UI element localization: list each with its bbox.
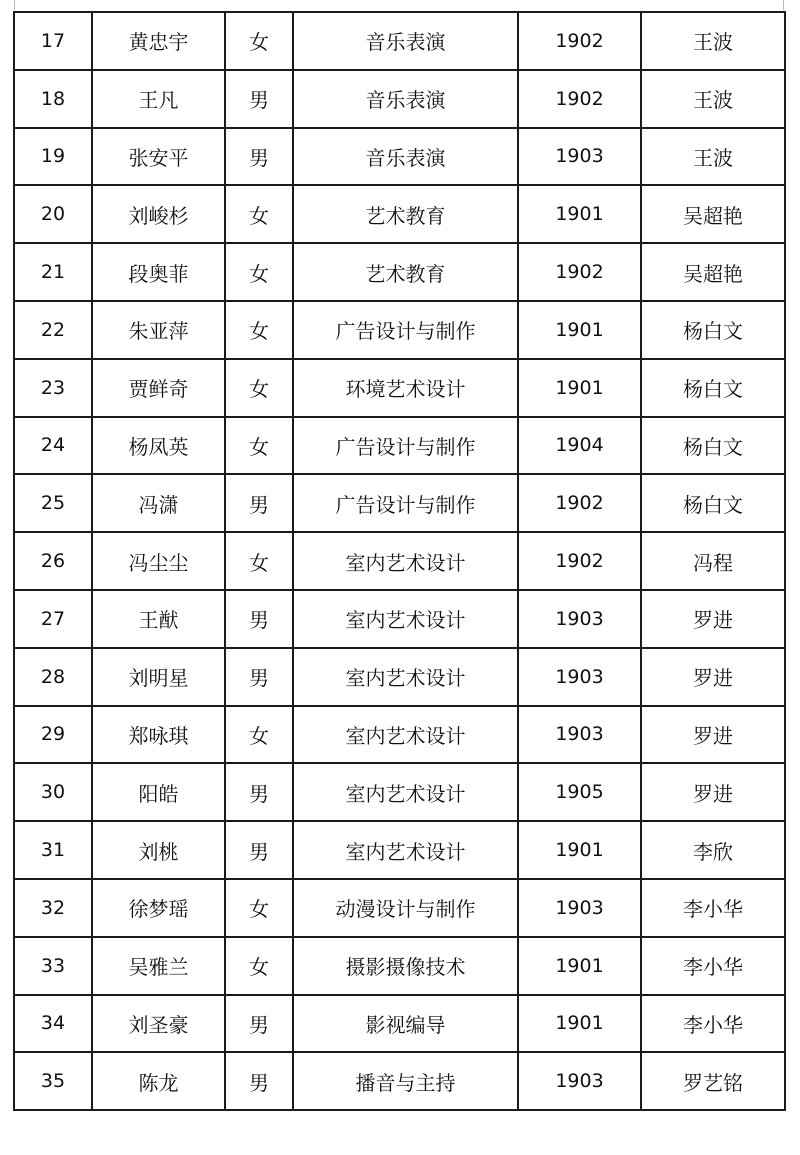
class-cell: 1903 <box>518 706 641 764</box>
table-row <box>14 128 785 186</box>
student-name-cell: 杨凤英 <box>92 417 225 475</box>
student-name-cell: 刘峻杉 <box>92 185 225 243</box>
class-cell: 1903 <box>518 590 641 648</box>
major-cell: 音乐表演 <box>293 128 518 186</box>
row-number-cell: 28 <box>14 648 92 706</box>
teacher-cell: 杨白文 <box>641 474 785 532</box>
teacher-cell: 罗进 <box>641 648 785 706</box>
table-row <box>14 301 785 359</box>
student-name-cell: 朱亚萍 <box>92 301 225 359</box>
page-edge-mark-right <box>783 0 784 10</box>
teacher-cell: 李欣 <box>641 821 785 879</box>
teacher-cell: 罗进 <box>641 763 785 821</box>
student-name-cell: 徐梦瑶 <box>92 879 225 937</box>
table-row <box>14 995 785 1053</box>
gender-cell: 男 <box>225 590 293 648</box>
student-name-cell: 段奥菲 <box>92 243 225 301</box>
gender-cell: 男 <box>225 763 293 821</box>
row-number-cell: 20 <box>14 185 92 243</box>
table-row <box>14 474 785 532</box>
row-number-cell: 34 <box>14 995 92 1053</box>
row-number-cell: 32 <box>14 879 92 937</box>
major-cell: 艺术教育 <box>293 185 518 243</box>
row-number-cell: 18 <box>14 70 92 128</box>
class-cell: 1903 <box>518 128 641 186</box>
gender-cell: 女 <box>225 301 293 359</box>
roster-table-body <box>14 12 785 1110</box>
class-cell: 1901 <box>518 995 641 1053</box>
gender-cell: 男 <box>225 70 293 128</box>
major-cell: 播音与主持 <box>293 1052 518 1110</box>
row-number-cell: 21 <box>14 243 92 301</box>
table-row <box>14 243 785 301</box>
major-cell: 广告设计与制作 <box>293 474 518 532</box>
major-cell: 环境艺术设计 <box>293 359 518 417</box>
student-name-cell: 贾鲜奇 <box>92 359 225 417</box>
class-cell: 1901 <box>518 821 641 879</box>
teacher-cell: 王波 <box>641 70 785 128</box>
row-number-cell: 26 <box>14 532 92 590</box>
student-name-cell: 吴雅兰 <box>92 937 225 995</box>
student-name-cell: 陈龙 <box>92 1052 225 1110</box>
table-row <box>14 763 785 821</box>
gender-cell: 女 <box>225 12 293 70</box>
class-cell: 1902 <box>518 70 641 128</box>
row-number-cell: 19 <box>14 128 92 186</box>
class-cell: 1902 <box>518 532 641 590</box>
major-cell: 室内艺术设计 <box>293 532 518 590</box>
table-row <box>14 12 785 70</box>
gender-cell: 女 <box>225 706 293 764</box>
student-name-cell: 刘桃 <box>92 821 225 879</box>
gender-cell: 女 <box>225 359 293 417</box>
table-row <box>14 590 785 648</box>
major-cell: 音乐表演 <box>293 70 518 128</box>
student-name-cell: 刘圣豪 <box>92 995 225 1053</box>
table-row <box>14 532 785 590</box>
row-number-cell: 17 <box>14 12 92 70</box>
table-row <box>14 417 785 475</box>
table-row <box>14 648 785 706</box>
teacher-cell: 杨白文 <box>641 359 785 417</box>
student-name-cell: 王凡 <box>92 70 225 128</box>
gender-cell: 男 <box>225 821 293 879</box>
major-cell: 室内艺术设计 <box>293 590 518 648</box>
teacher-cell: 杨白文 <box>641 417 785 475</box>
row-number-cell: 35 <box>14 1052 92 1110</box>
teacher-cell: 李小华 <box>641 995 785 1053</box>
row-number-cell: 22 <box>14 301 92 359</box>
major-cell: 动漫设计与制作 <box>293 879 518 937</box>
class-cell: 1901 <box>518 937 641 995</box>
table-row <box>14 359 785 417</box>
major-cell: 室内艺术设计 <box>293 821 518 879</box>
table-row <box>14 937 785 995</box>
gender-cell: 女 <box>225 937 293 995</box>
class-cell: 1902 <box>518 474 641 532</box>
gender-cell: 男 <box>225 474 293 532</box>
class-cell: 1903 <box>518 1052 641 1110</box>
row-number-cell: 31 <box>14 821 92 879</box>
major-cell: 室内艺术设计 <box>293 706 518 764</box>
major-cell: 室内艺术设计 <box>293 648 518 706</box>
teacher-cell: 杨白文 <box>641 301 785 359</box>
class-cell: 1902 <box>518 243 641 301</box>
class-cell: 1901 <box>518 185 641 243</box>
table-row <box>14 706 785 764</box>
teacher-cell: 罗进 <box>641 706 785 764</box>
gender-cell: 女 <box>225 532 293 590</box>
row-number-cell: 33 <box>14 937 92 995</box>
table-row <box>14 70 785 128</box>
class-cell: 1902 <box>518 12 641 70</box>
class-cell: 1903 <box>518 648 641 706</box>
teacher-cell: 罗艺铭 <box>641 1052 785 1110</box>
teacher-cell: 吴超艳 <box>641 185 785 243</box>
row-number-cell: 30 <box>14 763 92 821</box>
gender-cell: 女 <box>225 185 293 243</box>
student-name-cell: 张安平 <box>92 128 225 186</box>
student-name-cell: 冯尘尘 <box>92 532 225 590</box>
student-name-cell: 黄忠宇 <box>92 12 225 70</box>
table-row <box>14 879 785 937</box>
teacher-cell: 王波 <box>641 128 785 186</box>
class-cell: 1901 <box>518 359 641 417</box>
student-name-cell: 刘明星 <box>92 648 225 706</box>
major-cell: 广告设计与制作 <box>293 301 518 359</box>
gender-cell: 男 <box>225 995 293 1053</box>
class-cell: 1903 <box>518 879 641 937</box>
teacher-cell: 吴超艳 <box>641 243 785 301</box>
page-edge-mark-left <box>14 0 15 10</box>
student-name-cell: 冯潇 <box>92 474 225 532</box>
major-cell: 摄影摄像技术 <box>293 937 518 995</box>
gender-cell: 女 <box>225 879 293 937</box>
student-name-cell: 王猷 <box>92 590 225 648</box>
teacher-cell: 李小华 <box>641 937 785 995</box>
class-cell: 1905 <box>518 763 641 821</box>
student-name-cell: 阳皓 <box>92 763 225 821</box>
major-cell: 音乐表演 <box>293 12 518 70</box>
row-number-cell: 25 <box>14 474 92 532</box>
row-number-cell: 29 <box>14 706 92 764</box>
table-row <box>14 1052 785 1110</box>
row-number-cell: 27 <box>14 590 92 648</box>
gender-cell: 女 <box>225 417 293 475</box>
major-cell: 广告设计与制作 <box>293 417 518 475</box>
table-row <box>14 185 785 243</box>
major-cell: 室内艺术设计 <box>293 763 518 821</box>
row-number-cell: 24 <box>14 417 92 475</box>
teacher-cell: 罗进 <box>641 590 785 648</box>
teacher-cell: 李小华 <box>641 879 785 937</box>
row-number-cell: 23 <box>14 359 92 417</box>
gender-cell: 女 <box>225 243 293 301</box>
major-cell: 影视编导 <box>293 995 518 1053</box>
gender-cell: 男 <box>225 1052 293 1110</box>
teacher-cell: 王波 <box>641 12 785 70</box>
student-roster-table <box>13 11 786 1111</box>
major-cell: 艺术教育 <box>293 243 518 301</box>
gender-cell: 男 <box>225 648 293 706</box>
gender-cell: 男 <box>225 128 293 186</box>
class-cell: 1904 <box>518 417 641 475</box>
table-row <box>14 821 785 879</box>
class-cell: 1901 <box>518 301 641 359</box>
student-name-cell: 郑咏琪 <box>92 706 225 764</box>
teacher-cell: 冯程 <box>641 532 785 590</box>
